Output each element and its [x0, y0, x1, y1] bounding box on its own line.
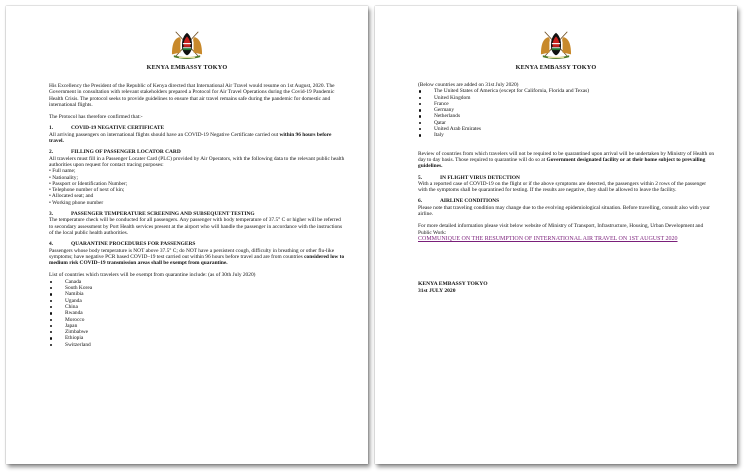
list-item: Rwanda	[49, 310, 346, 316]
list-item: Ethiopia	[49, 335, 346, 341]
more-info-text: For more detailed information please visit below website of Ministry of Transport, Infrastructure, Housing, Urban Development and Public Work:	[418, 223, 704, 236]
page-1-body	[49, 83, 346, 348]
list-item: • Nationality;	[49, 174, 78, 181]
list-item: The United States of America (except for California, Florida and Texas)	[418, 88, 715, 94]
section-1-heading: 1. COVID-19 NEGATIVE CERTIFICATE	[49, 125, 165, 132]
plc-data-list	[49, 168, 346, 206]
list-item: • Allocated seat; and	[49, 193, 94, 200]
section-5-heading: 5. IN FLIGHT VIRUS DETECTION	[418, 174, 520, 181]
exempt-countries-list	[49, 279, 346, 348]
signature-date: 31st JULY 2020	[418, 287, 456, 294]
section-5-text: With a reported case of COVID-19 on the flight or if the above symptoms are detected, the passengers within 2 rows of the passenger with the symptoms shall be quarantined for testing. If the results are negative, they shall be allowed to leave the facility.	[418, 180, 707, 194]
signature-name: KENYA EMBASSY TOKYO	[418, 281, 488, 288]
list-item: Zimbabwe	[49, 329, 346, 335]
list-item: Switzerland	[49, 342, 346, 348]
page-2-body	[418, 82, 715, 294]
list-item: Germany	[418, 107, 715, 113]
document-page-1	[6, 6, 368, 464]
list-item: South Korea	[49, 285, 346, 291]
section-3-heading: 3. PASSENGER TEMPERATURE SCREENING AND SUBSEQUENT TESTING	[49, 211, 255, 218]
intro-paragraph: His Excellency the President of the Republic of Kenya directed that International Air Travel would resume on 1st August, 2020. The Government in consultation with relevant stakeholders prepared a Protocol for Air Travel Operations during the Covid-19 Pandemic Health Crisis. The protocol seeks to provide guidelines to ensure that air travel remains safe during the pandemic for domestic and international flights.	[49, 83, 335, 108]
protocol-line: The Protocol has therefore confirmed that:-	[49, 114, 143, 121]
review-paragraph: Review of countries from which travelers will not be required to be quarantined upon arrival will be undertaken by Ministry of Health on day to day basis. Those required to quarantine will do so at Government designated facility or at their home subject to prevailing guidelines.	[418, 150, 715, 170]
list-item: • Passport or Identification Number;	[49, 180, 128, 187]
section-2-heading: 2. FILLING OF PASSENGER LOCATOR CARD	[49, 149, 181, 156]
communique-link[interactable]: COMMUNIQUE ON THE RESUMPTION OF INTERNATIONAL AIR TRAVEL ON 1ST AUGUST 2020	[418, 235, 678, 242]
section-3-text: The temperature check will be conducted for all passengers. Any passenger with body temperature of 37.5° C or higher will be referred to secondary assessment by Port Health services present at the airport who will handle the passenger in accordance with the instructions of the local public health authorities.	[49, 217, 343, 236]
countries-intro: List of countries which travelers will be exempt from quarantine include: (as of 30th July 2020)	[49, 272, 256, 279]
list-item: • Telephone number of next of kin;	[49, 187, 125, 194]
list-item: United Arab Emirates	[418, 126, 715, 132]
embassy-heading: KENYA EMBASSY TOKYO	[146, 64, 228, 71]
list-item: Qatar	[418, 120, 715, 126]
section-2-text: All travelers must fill in a Passenger Locater Card (PLC) provided by Air Operators, with the following data to the relevant public health authorities upon request for contact tracing purposes:	[49, 155, 345, 168]
list-item: China	[49, 304, 346, 310]
list-item: Namibia	[49, 291, 346, 297]
list-item: Netherlands	[418, 113, 715, 119]
list-item: Uganda	[49, 298, 346, 304]
list-item: United Kingdom	[418, 95, 715, 101]
section-6-heading: 6. AIRLINE CONDITIONS	[418, 198, 500, 205]
list-item: • Full name;	[49, 168, 76, 175]
added-countries-note: (Below countries are added on 31st July 2020)	[418, 82, 519, 88]
list-item: Italy	[418, 132, 715, 138]
kenya-coat-of-arms-icon	[169, 28, 205, 60]
list-item: Japan	[49, 323, 346, 329]
document-page-2	[375, 6, 737, 464]
section-4-heading: 4. QUARANTINE PROCEDURES FOR PASSENGERS	[49, 241, 196, 248]
list-item: Canada	[49, 279, 346, 285]
list-item: France	[418, 101, 715, 107]
kenya-coat-of-arms-icon	[538, 28, 574, 60]
added-countries-list	[418, 88, 715, 138]
section-6-text: Please note that traveling condition may change due to the evolving epidemiological situation. Before travelling, consult also with your airline.	[418, 204, 710, 218]
section-4-text: Passengers whose body temperature is NOT above 37.5° C; do NOT have a persistent cough, difficulty in breathing or other flu-like symptoms; have negative PCR based COVID–19 test carried out within 96 hours before travel and are from countries considered low to medium risk COVID–19 transmission areas shall be exempt from quarantine.	[49, 247, 345, 267]
section-1-text: All arriving passengers on international flights should have an COVID-19 Negative Certificate carried out within 96 hours before travel.	[49, 131, 332, 145]
list-item: • Working phone number	[49, 199, 104, 206]
list-item: Morocco	[49, 317, 346, 323]
embassy-heading: KENYA EMBASSY TOKYO	[515, 64, 597, 71]
